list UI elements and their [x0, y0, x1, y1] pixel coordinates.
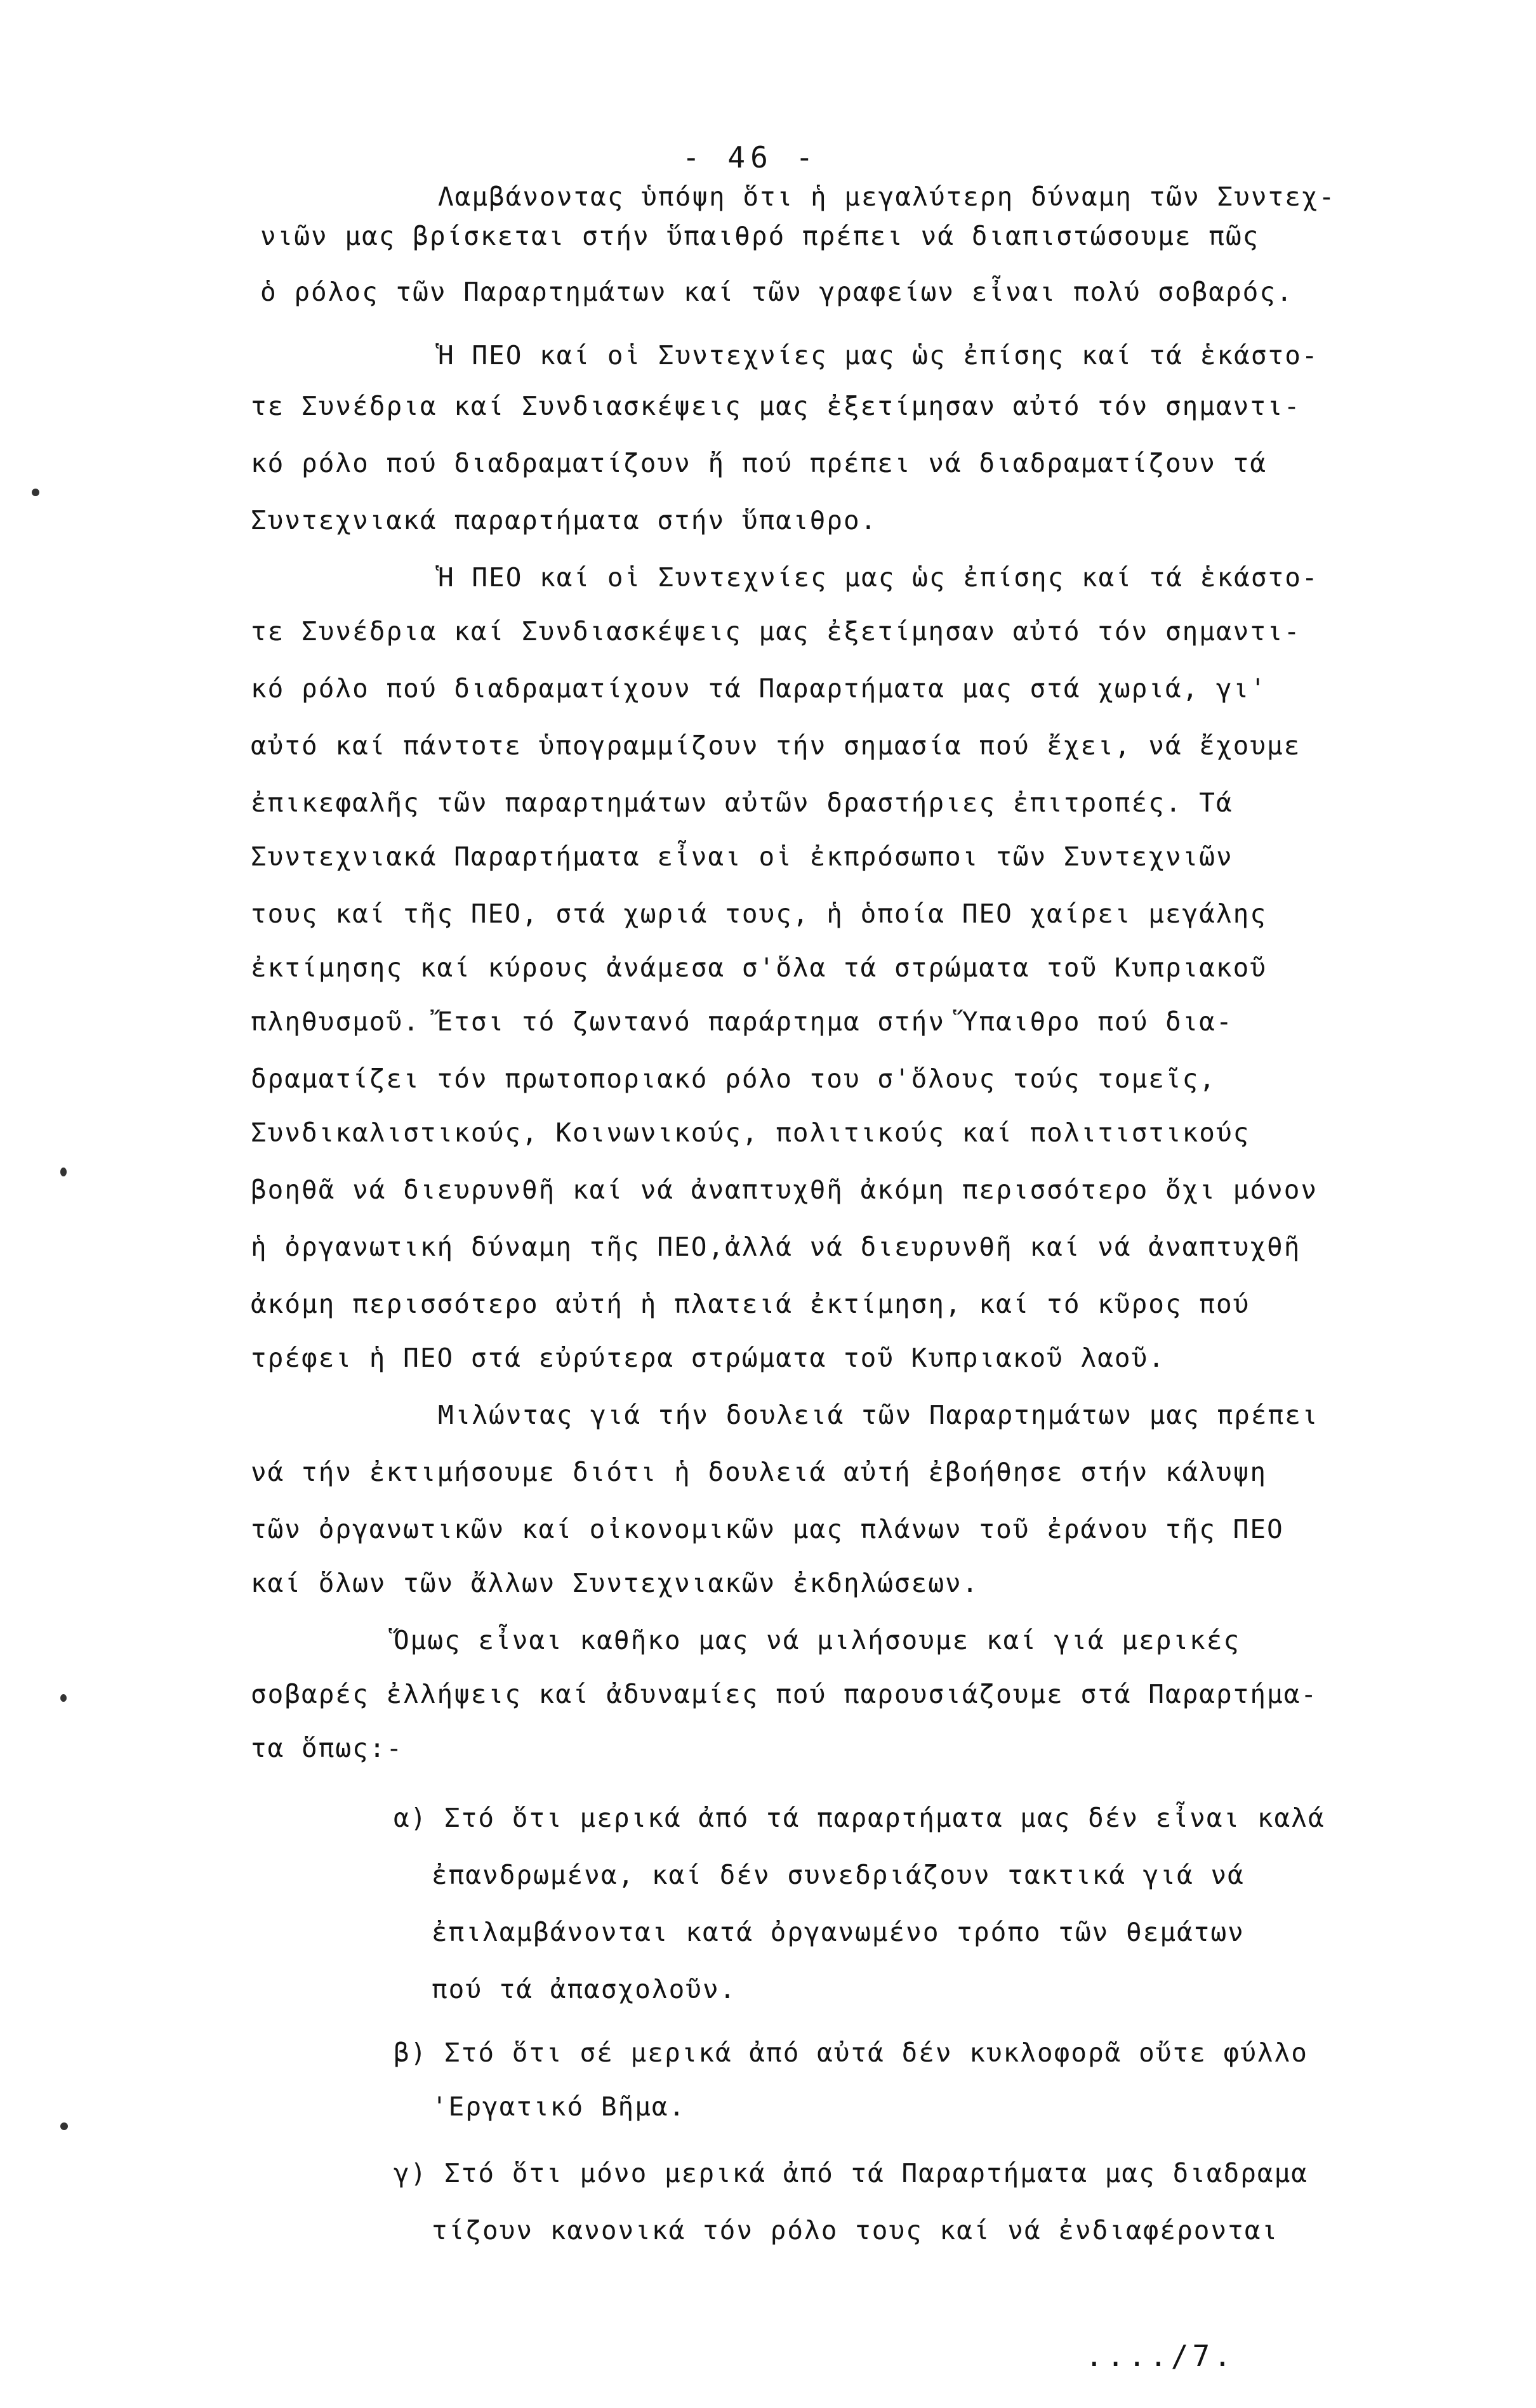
text-line: Συντεχνιακά παραρτήματα στήν ὕπαιθρο. — [251, 505, 878, 536]
page-number: - 46 - — [682, 140, 819, 174]
text-line: αὐτό καί πάντοτε ὑπογραμμίζουν τήν σημασία πού ἔχει, νά ἔχουμε — [251, 730, 1301, 761]
text-line: ἡ ὀργανωτική δύναμη τῆς ΠΕΟ,ἀλλά νά διευρυνθῆ καί νά ἀναπτυχθῆ — [251, 1232, 1301, 1262]
text-line: κό ρόλο πού διαδραματίζουν ἤ πού πρέπει νά διαδραματίζουν τά — [251, 448, 1268, 478]
scan-speck — [60, 1694, 67, 1702]
text-line: τρέφει ἡ ΠΕΟ στά εὐρύτερα στρώματα τοῦ Κυπριακοῦ λαοῦ. — [251, 1343, 1165, 1373]
text-line: τε Συνέδρια καί Συνδιασκέψεις μας ἐξετίμησαν αὐτό τόν σημαντι- — [251, 391, 1301, 421]
text-line: νιῶν μας βρίσκεται στήν ὕπαιθρό πρέπει νά διαπιστώσουμε πῶς — [260, 221, 1260, 251]
text-line: ἐκτίμησης καί κύρους ἀνάμεσα σ'ὅλα τά στρώματα τοῦ Κυπριακοῦ — [251, 952, 1268, 983]
text-line: ἐπανδρωμένα, καί δέν συνεδριάζουν τακτικά γιά νά — [432, 1860, 1245, 1890]
text-line: κό ρόλο πού διαδραματίχουν τά Παραρτήματα μας στά χωριά, γι' — [251, 673, 1268, 704]
text-line: τίζουν κανονικά τόν ρόλο τους καί νά ἐνδιαφέρονται — [432, 2215, 1279, 2246]
scan-speck — [32, 489, 39, 496]
text-line: πού τά ἀπασχολοῦν. — [432, 1974, 737, 2004]
list-item-b: β) Στό ὅτι σέ μερικά ἀπό αὐτά δέν κυκλοφορᾶ οὔτε φύλλο — [394, 2037, 1308, 2068]
text-line: Ἡ ΠΕΟ καί οἱ Συντεχνίες μας ὡς ἐπίσης καί τά ἑκάστο- — [438, 562, 1319, 593]
text-line: τε Συνέδρια καί Συνδιασκέψεις μας ἐξετίμησαν αὐτό τόν σημαντι- — [251, 616, 1301, 647]
text-line: 'Εργατικό Βῆμα. — [432, 2091, 686, 2122]
list-item-c: γ) Στό ὅτι μόνο μερικά ἀπό τά Παραρτήματα μας διαδραμα — [394, 2158, 1308, 2188]
text-line: δραματίζει τόν πρωτοποριακό ρόλο του σ'ὅλους τούς τομεῖς, — [251, 1063, 1216, 1094]
list-item-a: α) Στό ὅτι μερικά ἀπό τά παραρτήματα μας δέν εἶναι καλά — [394, 1803, 1325, 1833]
scan-speck — [60, 2122, 68, 2130]
text-line: καί ὅλων τῶν ἄλλων Συντεχνιακῶν ἐκδηλώσεων. — [251, 1568, 979, 1598]
text-line: Συνδικαλιστικούς, Κοινωνικούς, πολιτικούς καί πολιτιστικούς — [251, 1117, 1250, 1148]
text-line: νά τήν ἐκτιμήσουμε διότι ἡ δουλειά αὐτή ἐβοήθησε στήν κάλυψη — [251, 1457, 1268, 1487]
text-line: Ὅμως εἶναι καθῆκο μας νά μιλήσουμε καί γιά μερικές — [394, 1625, 1241, 1655]
text-line: ἀκόμη περισσότερο αὐτή ἡ πλατειά ἐκτίμηση, καί τό κῦρος πού — [251, 1289, 1250, 1319]
text-line: πληθυσμοῦ. Ἔτσι τό ζωντανό παράρτημα στήν Ὕπαιθρο πού δια- — [251, 1006, 1233, 1037]
text-line: ὁ ρόλος τῶν Παραρτημάτων καί τῶν γραφείων εἶναι πολύ σοβαρός. — [260, 277, 1294, 307]
text-line: ἐπικεφαλῆς τῶν παραρτημάτων αὐτῶν δραστήριες ἐπιτροπές. Τά — [251, 787, 1233, 818]
text-line: Ἡ ΠΕΟ καί οἱ Συντεχνίες μας ὡς ἐπίσης καί τά ἑκάστο- — [438, 340, 1319, 371]
text-line: Λαμβάνοντας ὑπόψη ὅτι ἡ μεγαλύτερη δύναμη τῶν Συντεχ- — [438, 181, 1336, 212]
scan-speck — [60, 1168, 67, 1176]
text-line: τα ὅπως:- — [251, 1733, 404, 1763]
text-line: Συντεχνιακά Παραρτήματα εἶναι οἱ ἐκπρόσωποι τῶν Συντεχνιῶν — [251, 841, 1233, 872]
text-line: ἐπιλαμβάνονται κατά ὀργανωμένο τρόπο τῶν θεμάτων — [432, 1917, 1245, 1947]
text-line: τῶν ὀργανωτικῶν καί οἰκονομικῶν μας πλάνων τοῦ ἐράνου τῆς ΠΕΟ — [251, 1514, 1284, 1544]
text-line: βοηθᾶ νά διευρυνθῆ καί νά ἀναπτυχθῆ ἀκόμη περισσότερο ὄχι μόνον — [251, 1174, 1318, 1205]
text-line: σοβαρές ἐλλήψεις καί ἀδυναμίες πού παρουσιάζουμε στά Παραρτήμα- — [251, 1679, 1318, 1709]
text-line: τους καί τῆς ΠΕΟ, στά χωριά τους, ἡ ὁποία ΠΕΟ χαίρει μεγάλης — [251, 898, 1268, 929]
continuation-marker: ..../7. — [1085, 2339, 1235, 2373]
text-line: Μιλώντας γιά τήν δουλειά τῶν Παραρτημάτων μας πρέπει — [438, 1400, 1319, 1430]
